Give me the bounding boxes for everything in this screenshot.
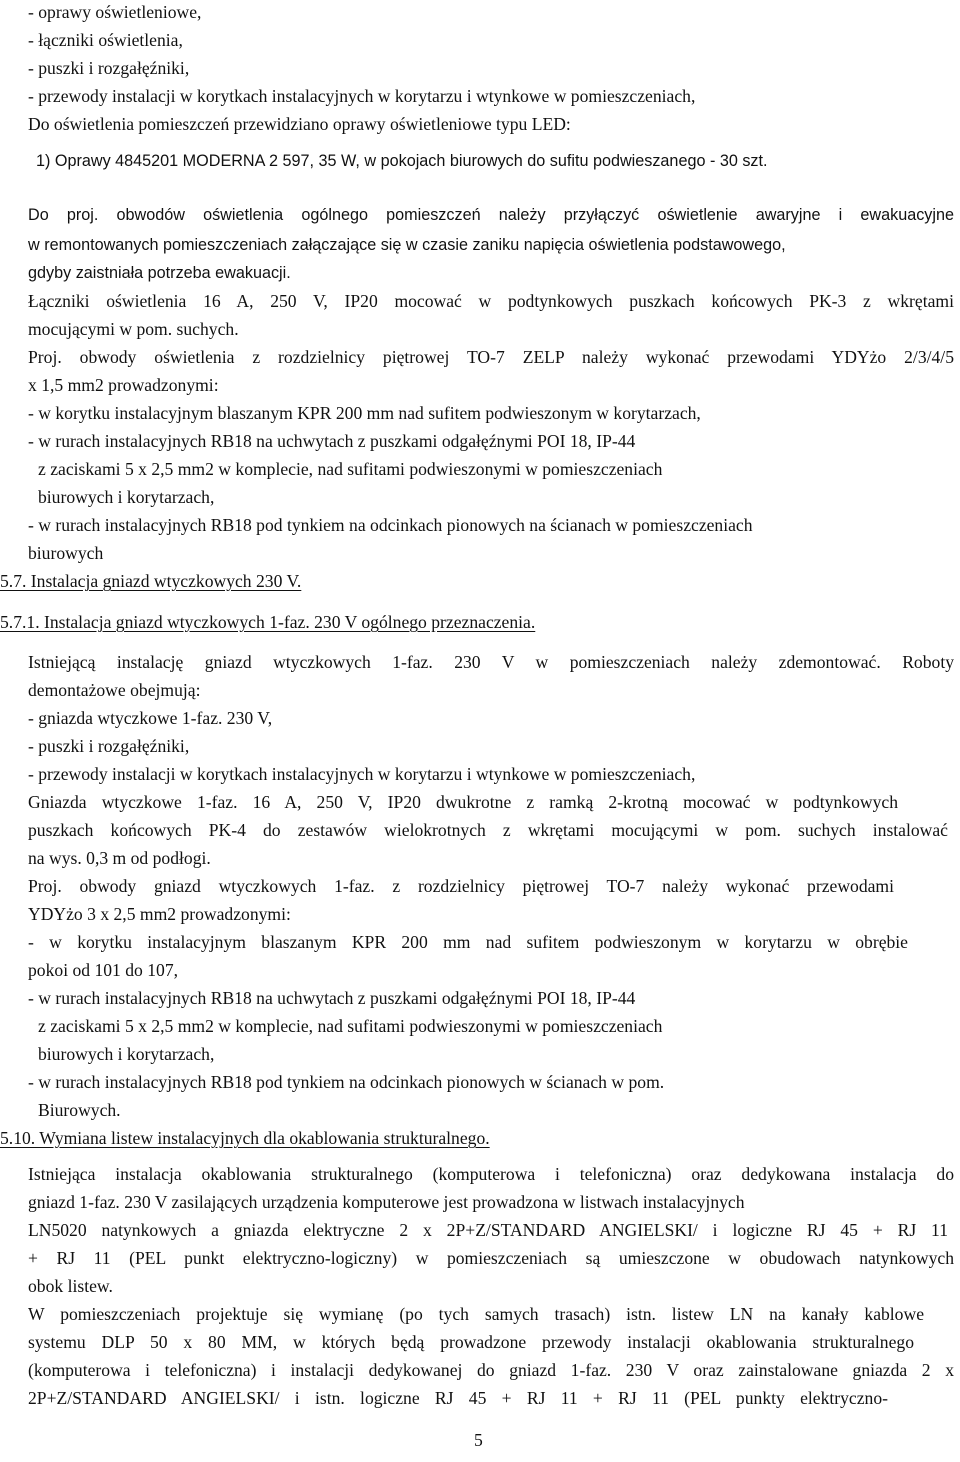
list-item: - w rurach instalacyjnych RB18 pod tynkiem na odcinkach pionowych na ścianach w pomieszczeniach xyxy=(28,515,753,535)
section-heading: 5.10. Wymiana listew instalacyjnych dla okablowania strukturalnego. xyxy=(0,1128,490,1148)
list-item-continuation: biurowych i korytarzach, xyxy=(38,487,215,507)
paragraph-line: gdyby zaistniała potrzeba ewakuacji. xyxy=(28,264,291,282)
paragraph-line: Do oświetlenia pomieszczeń przewidziano oprawy oświetleniowe typu LED: xyxy=(28,114,571,134)
paragraph-line: Łączniki oświetlenia 16 A, 250 V, IP20 mocować w podtynkowych puszkach końcowych PK-3 z wkrętami xyxy=(28,291,954,311)
paragraph-line: systemu DLP 50 x 80 MM, w których będą prowadzone przewody instalacji okablowania strukturalnego xyxy=(28,1332,914,1352)
paragraph-line: 2P+Z/STANDARD ANGIELSKI/ i istn. logiczne RJ 45 + RJ 11 + RJ 11 (PEL punkty elektryczno- xyxy=(28,1388,888,1408)
numbered-item: 1) Oprawy 4845201 MODERNA 2 597, 35 W, w pokojach biurowych do sufitu podwieszanego - 30 szt. xyxy=(36,152,768,170)
paragraph-line: LN5020 natynkowych a gniazda elektryczne 2 x 2P+Z/STANDARD ANGIELSKI/ i logiczne RJ 45 + RJ 11 xyxy=(28,1220,948,1240)
paragraph-line: x 1,5 mm2 prowadzonymi: xyxy=(28,375,219,395)
paragraph-line: w remontowanych pomieszczeniach załączające się w czasie zaniku napięcia oświetlenia podstawowego, xyxy=(28,236,786,254)
list-item: - puszki i rozgałęźniki, xyxy=(28,736,190,756)
list-item-continuation: Biurowych. xyxy=(38,1100,121,1120)
paragraph-line: obok listew. xyxy=(28,1276,113,1296)
list-item: - gniazda wtyczkowe 1-faz. 230 V, xyxy=(28,708,273,728)
list-item-continuation: biurowych i korytarzach, xyxy=(38,1044,215,1064)
list-item: - w rurach instalacyjnych RB18 na uchwytach z puszkami odgałęźnymi POI 18, IP-44 xyxy=(28,431,636,451)
list-item-continuation: pokoi od 101 do 107, xyxy=(28,960,179,980)
list-item: - puszki i rozgałęźniki, xyxy=(28,58,190,78)
list-item: - w rurach instalacyjnych RB18 pod tynkiem na odcinkach pionowych w ścianach w pom. xyxy=(28,1072,665,1092)
paragraph-line: mocującymi w pom. suchych. xyxy=(28,319,239,339)
section-heading: 5.7. Instalacja gniazd wtyczkowych 230 V. xyxy=(0,571,302,591)
paragraph-line: Istniejącą instalację gniazd wtyczkowych 1-faz. 230 V w pomieszczeniach należy zdemontować. Roboty xyxy=(28,652,954,672)
paragraph-line: Proj. obwody oświetlenia z rozdzielnicy piętrowej TO-7 ZELP należy wykonać przewodami YDYżo 2/3/4/5 xyxy=(28,347,954,367)
list-item: - przewody instalacji w korytkach instalacyjnych w korytarzu i wtynkowe w pomieszczeniach, xyxy=(28,764,696,784)
paragraph-line: Istniejąca instalacja okablowania strukturalnego (komputerowa i telefoniczna) oraz dedykowana instalacja do xyxy=(28,1164,954,1184)
list-item-continuation: biurowych xyxy=(28,543,104,563)
paragraph-line: na wys. 0,3 m od podłogi. xyxy=(28,848,211,868)
list-item: - łączniki oświetlenia, xyxy=(28,30,183,50)
paragraph-line: + RJ 11 (PEL punkt elektryczno-logiczny) w pomieszczeniach są umieszczone w obudowach natynkowych xyxy=(28,1248,954,1268)
subsection-heading: 5.7.1. Instalacja gniazd wtyczkowych 1-faz. 230 V ogólnego przeznaczenia. xyxy=(0,612,536,632)
paragraph-line: puszkach końcowych PK-4 do zestawów wielokrotnych z wkrętami mocującymi w pom. suchych instalować xyxy=(28,820,948,840)
list-item: - w korytku instalacyjnym blaszanym KPR 200 mm nad sufitem podwieszonym w korytarzu w obrębie xyxy=(28,932,908,952)
list-item: - przewody instalacji w korytkach instalacyjnych w korytarzu i wtynkowe w pomieszczeniach, xyxy=(28,86,696,106)
list-item: - oprawy oświetleniowe, xyxy=(28,2,202,22)
list-item-continuation: z zaciskami 5 x 2,5 mm2 w komplecie, nad sufitami podwieszonymi w pomieszczeniach xyxy=(38,459,663,479)
paragraph-line: W pomieszczeniach projektuje się wymianę (po tych samych trasach) istn. listew LN na kanały kablowe xyxy=(28,1304,924,1324)
paragraph-line: demontażowe obejmują: xyxy=(28,680,201,700)
list-item: - w rurach instalacyjnych RB18 na uchwytach z puszkami odgałęźnymi POI 18, IP-44 xyxy=(28,988,636,1008)
list-item-continuation: z zaciskami 5 x 2,5 mm2 w komplecie, nad sufitami podwieszonymi w pomieszczeniach xyxy=(38,1016,663,1036)
paragraph-line: gniazd 1-faz. 230 V zasilających urządzenia komputerowe jest prowadzona w listwach instalacyjnych xyxy=(28,1192,745,1212)
page-number: 5 xyxy=(474,1430,483,1450)
list-item: - w korytku instalacyjnym blaszanym KPR 200 mm nad sufitem podwieszonym w korytarzach, xyxy=(28,403,701,423)
paragraph-line: (komputerowa i telefoniczna) i instalacji dedykowanej do gniazd 1-faz. 230 V oraz zainstalowane gniazda 2 x xyxy=(28,1360,954,1380)
paragraph-line: YDYżo 3 x 2,5 mm2 prowadzonymi: xyxy=(28,904,291,924)
paragraph-line: Do proj. obwodów oświetlenia ogólnego pomieszczeń należy przyłączyć oświetlenie awaryjne i ewakuacyjne xyxy=(28,206,954,224)
paragraph-line: Gniazda wtyczkowe 1-faz. 16 A, 250 V, IP20 dwukrotne z ramką 2-krotną mocować w podtynkowych xyxy=(28,792,898,812)
paragraph-line: Proj. obwody gniazd wtyczkowych 1-faz. z rozdzielnicy piętrowej TO-7 należy wykonać przewodami xyxy=(28,876,894,896)
